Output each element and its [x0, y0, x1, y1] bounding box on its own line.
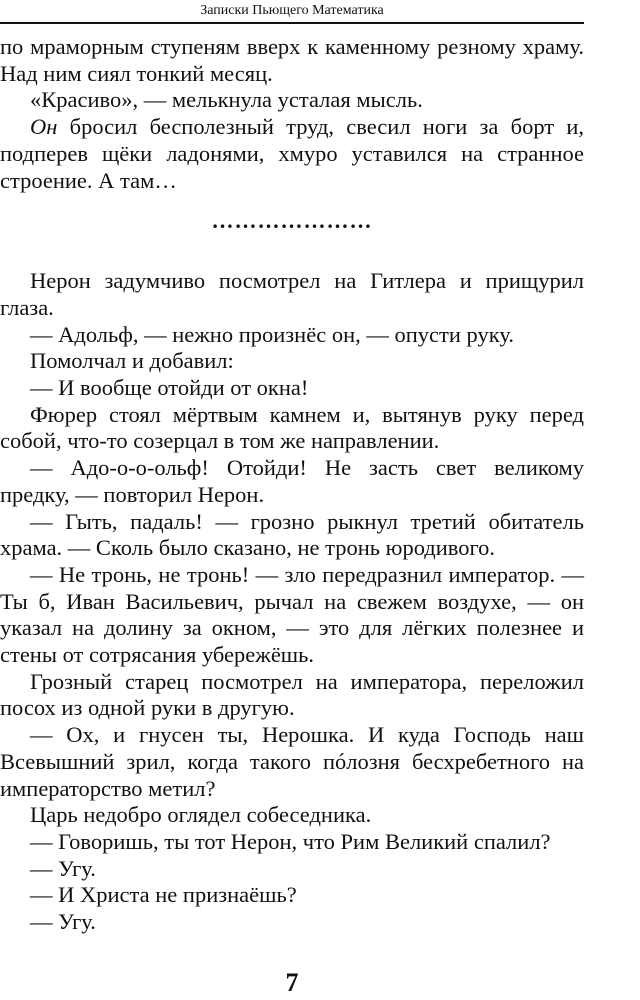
- paragraph: — Говоришь, ты тот Нерон, что Рим Великий спалил?: [30, 828, 551, 854]
- body-text: [0, 34, 584, 936]
- paragraph: Грозный старец посмотрел на императора, переложил посох из одной руки в другую.: [0, 668, 584, 721]
- paragraph: — Угу.: [30, 909, 96, 935]
- paragraph: — Угу.: [30, 855, 96, 881]
- section-separator: …………………: [211, 208, 373, 234]
- paragraph: — Ох, и гнусен ты, Нерошка. И куда Господь наш Всевышний зрил, когда такого пóлозня бесхребетного на императорство метил?: [0, 722, 584, 801]
- header-rule: [0, 22, 584, 24]
- paragraph: Нерон задумчиво посмотрел на Гитлера и прищурил глаза.: [0, 268, 584, 320]
- running-header: Записки Пьющего Математика: [200, 3, 384, 18]
- paragraph: — Адо-о-о-ольф! Отойди! Не засть свет великому предку, — повторил Нерон.: [0, 455, 584, 507]
- paragraph: Царь недобро оглядел собеседника.: [30, 802, 372, 828]
- page-number: 7: [285, 968, 299, 997]
- paragraph: — Гыть, падаль! — грозно рыкнул третий обитатель храма. — Сколь было сказано, не тронь юродивого.: [0, 508, 584, 561]
- paragraph: «Красиво», — мелькнула усталая мысль.: [30, 87, 423, 113]
- paragraph: — И Христа не признаёшь?: [30, 882, 297, 908]
- paragraph-rest: бросил бесполезный труд, свесил ноги за борт и, подперев щёки ладонями, хмуро уставился на странное строение. А там…: [0, 114, 584, 193]
- paragraph: — Не тронь, не тронь! — зло передразнил император. — Ты б, Иван Васильевич, рычал на свежем воздухе, — он указал на долину за окном, — это для лёгких полезнее и стены от сотрясания убережёшь.: [0, 561, 584, 668]
- paragraph: [0, 114, 584, 194]
- paragraph: Фюрер стоял мёртвым камнем и, вытянув руку перед собой, что-то созерцал в том же направлении.: [0, 401, 584, 454]
- paragraph: по мраморным ступеням вверх к каменному резному храму. Над ним сиял тонкий месяц.: [0, 34, 584, 86]
- paragraph: — И вообще отойди от окна!: [30, 375, 309, 401]
- paragraph: — Адольф, — нежно произнёс он, — опусти руку.: [30, 321, 514, 347]
- paragraph: Помолчал и добавил:: [30, 348, 234, 374]
- italic-pronoun: Он: [30, 114, 58, 140]
